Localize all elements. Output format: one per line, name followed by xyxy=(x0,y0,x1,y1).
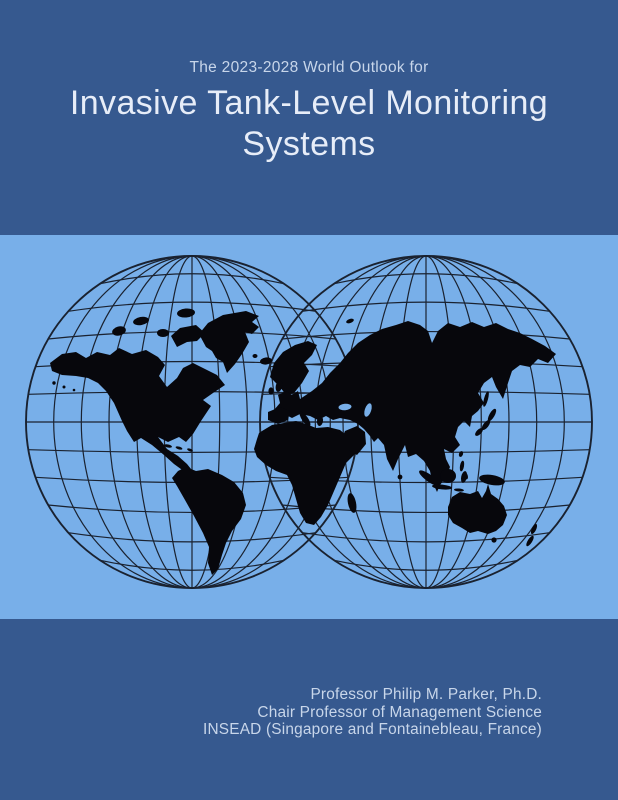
map-band xyxy=(0,235,618,619)
sakhalin xyxy=(482,391,490,407)
series-line: The 2023-2028 World Outlook for xyxy=(189,59,429,76)
south-america xyxy=(172,467,246,575)
taiwan xyxy=(458,450,464,457)
svalbard xyxy=(346,318,355,324)
baffin-island xyxy=(171,325,205,347)
title-line-2: Systems xyxy=(242,125,376,163)
tasmania xyxy=(491,537,496,542)
greenland xyxy=(199,311,259,373)
author-affiliation: INSEAD (Singapore and Fontainebleau, France) xyxy=(202,721,542,739)
arctic-island xyxy=(157,329,169,337)
title-line-1: Invasive Tank-Level Monitoring xyxy=(69,84,549,122)
aleutian-island xyxy=(52,381,55,384)
title-band xyxy=(0,0,618,235)
author-name: Professor Philip M. Parker, Ph.D. xyxy=(310,686,542,703)
page-title xyxy=(0,83,618,165)
borneo xyxy=(440,469,456,483)
aleutian-island xyxy=(63,386,66,389)
sulawesi xyxy=(460,471,468,484)
aleutian-island xyxy=(73,389,76,392)
author-band xyxy=(0,619,618,800)
double-hemisphere-world-map-icon xyxy=(0,235,618,619)
sri-lanka xyxy=(398,475,403,480)
caribbean-island xyxy=(175,446,183,451)
australia xyxy=(448,484,507,534)
author-title: Chair Professor of Management Science xyxy=(257,703,542,721)
philippines-island xyxy=(459,460,465,472)
japan-island xyxy=(486,408,498,423)
iceland-islet xyxy=(253,354,258,358)
lesser-sunda-islands xyxy=(454,488,464,492)
new-guinea xyxy=(478,473,505,487)
ireland xyxy=(268,387,273,394)
